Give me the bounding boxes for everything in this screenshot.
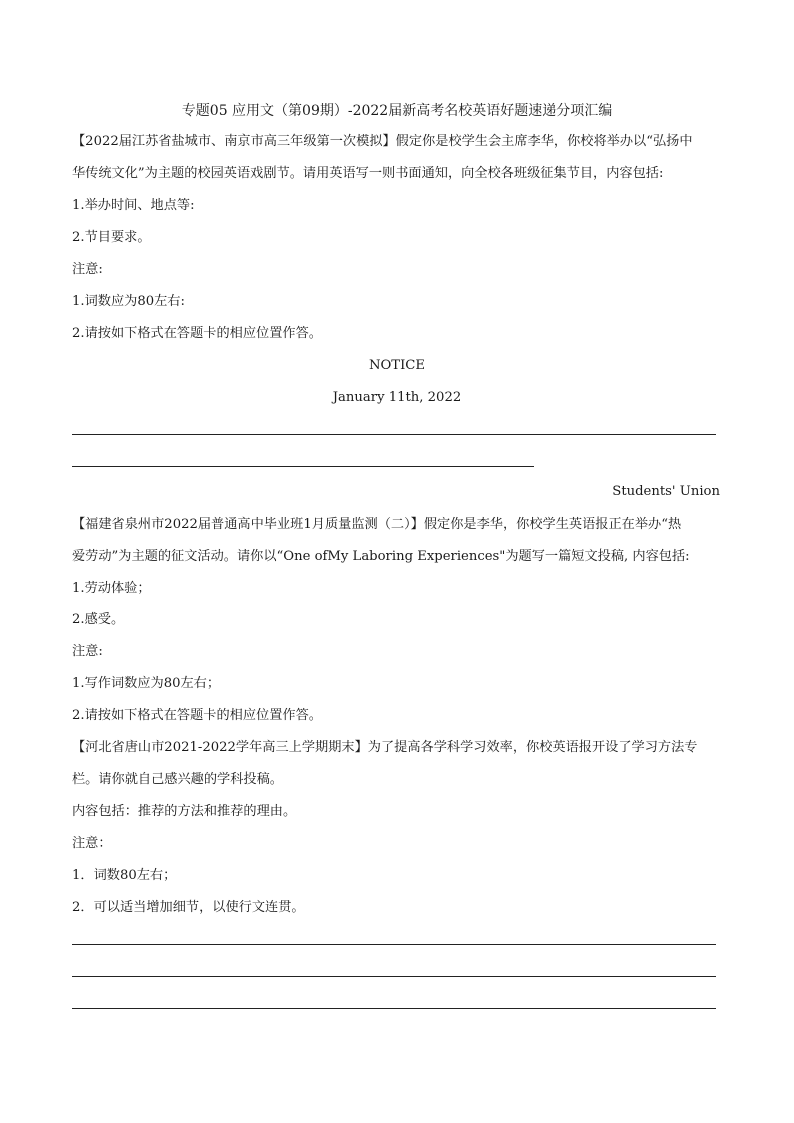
answer-line — [72, 466, 534, 467]
q1-note-2: 2.请按如下格式在答题卡的相应位置作答。 — [72, 326, 322, 341]
notice-signature: Students' Union — [612, 484, 720, 499]
q2-note-label: 注意: — [72, 644, 103, 659]
q1-item-1: 1.举办时间、地点等: — [72, 198, 195, 213]
document-title: 专题05 应用文（第09期）-2022届新高考名校英语好题速递分项汇编 — [181, 103, 613, 119]
q2-note-2: 2.请按如下格式在答题卡的相应位置作答。 — [72, 708, 322, 723]
q1-item-2: 2.节目要求。 — [72, 230, 151, 245]
q2-prompt-line-2: 爱劳动”为主题的征文活动。请你以“One ofMy Laboring Experiences"为题写一篇短文投稿, 内容包括: — [72, 549, 690, 564]
notice-date: January 11th, 2022 — [332, 390, 462, 405]
q3-prompt-line-2: 栏。请你就自己感兴趣的学科投稿。 — [72, 772, 283, 787]
q3-prompt-line-1: 【河北省唐山市2021-2022学年高三上学期期末】为了提高各学科学习效率，你校英语报开设了学习方法专 — [72, 740, 698, 755]
q1-prompt-line-1: 【2022届江苏省盐城市、南京市高三年级第一次模拟】假定你是校学生会主席李华，你校将举办以“弘扬中 — [72, 134, 693, 149]
answer-line — [72, 434, 716, 435]
q1-note-label: 注意: — [72, 262, 103, 277]
q3-content: 内容包括：推荐的方法和推荐的理由。 — [72, 804, 297, 819]
q2-item-2: 2.感受。 — [72, 612, 125, 627]
q3-note-label: 注意： — [72, 836, 112, 851]
q2-item-1: 1.劳动体验； — [72, 581, 151, 596]
answer-line — [72, 1008, 716, 1009]
notice-heading: NOTICE — [368, 358, 426, 373]
answer-line — [72, 976, 716, 977]
q2-prompt-line-1: 【福建省泉州市2022届普通高中毕业班1月质量监测（二）】假定你是李华，你校学生英语报正在举办“热 — [72, 517, 682, 532]
q3-note-1: 1．词数80左右； — [72, 868, 177, 883]
q2-note-1: 1.写作词数应为80左右； — [72, 676, 221, 691]
q1-note-1: 1.词数应为80左右: — [72, 294, 185, 309]
answer-line — [72, 944, 716, 945]
q3-note-2: 2．可以适当增加细节，以使行文连贯。 — [72, 900, 305, 915]
q1-prompt-line-2: 华传统文化”为主题的校园英语戏剧节。请用英语写一则书面通知，向全校各班级征集节目，内容包括: — [72, 166, 664, 181]
